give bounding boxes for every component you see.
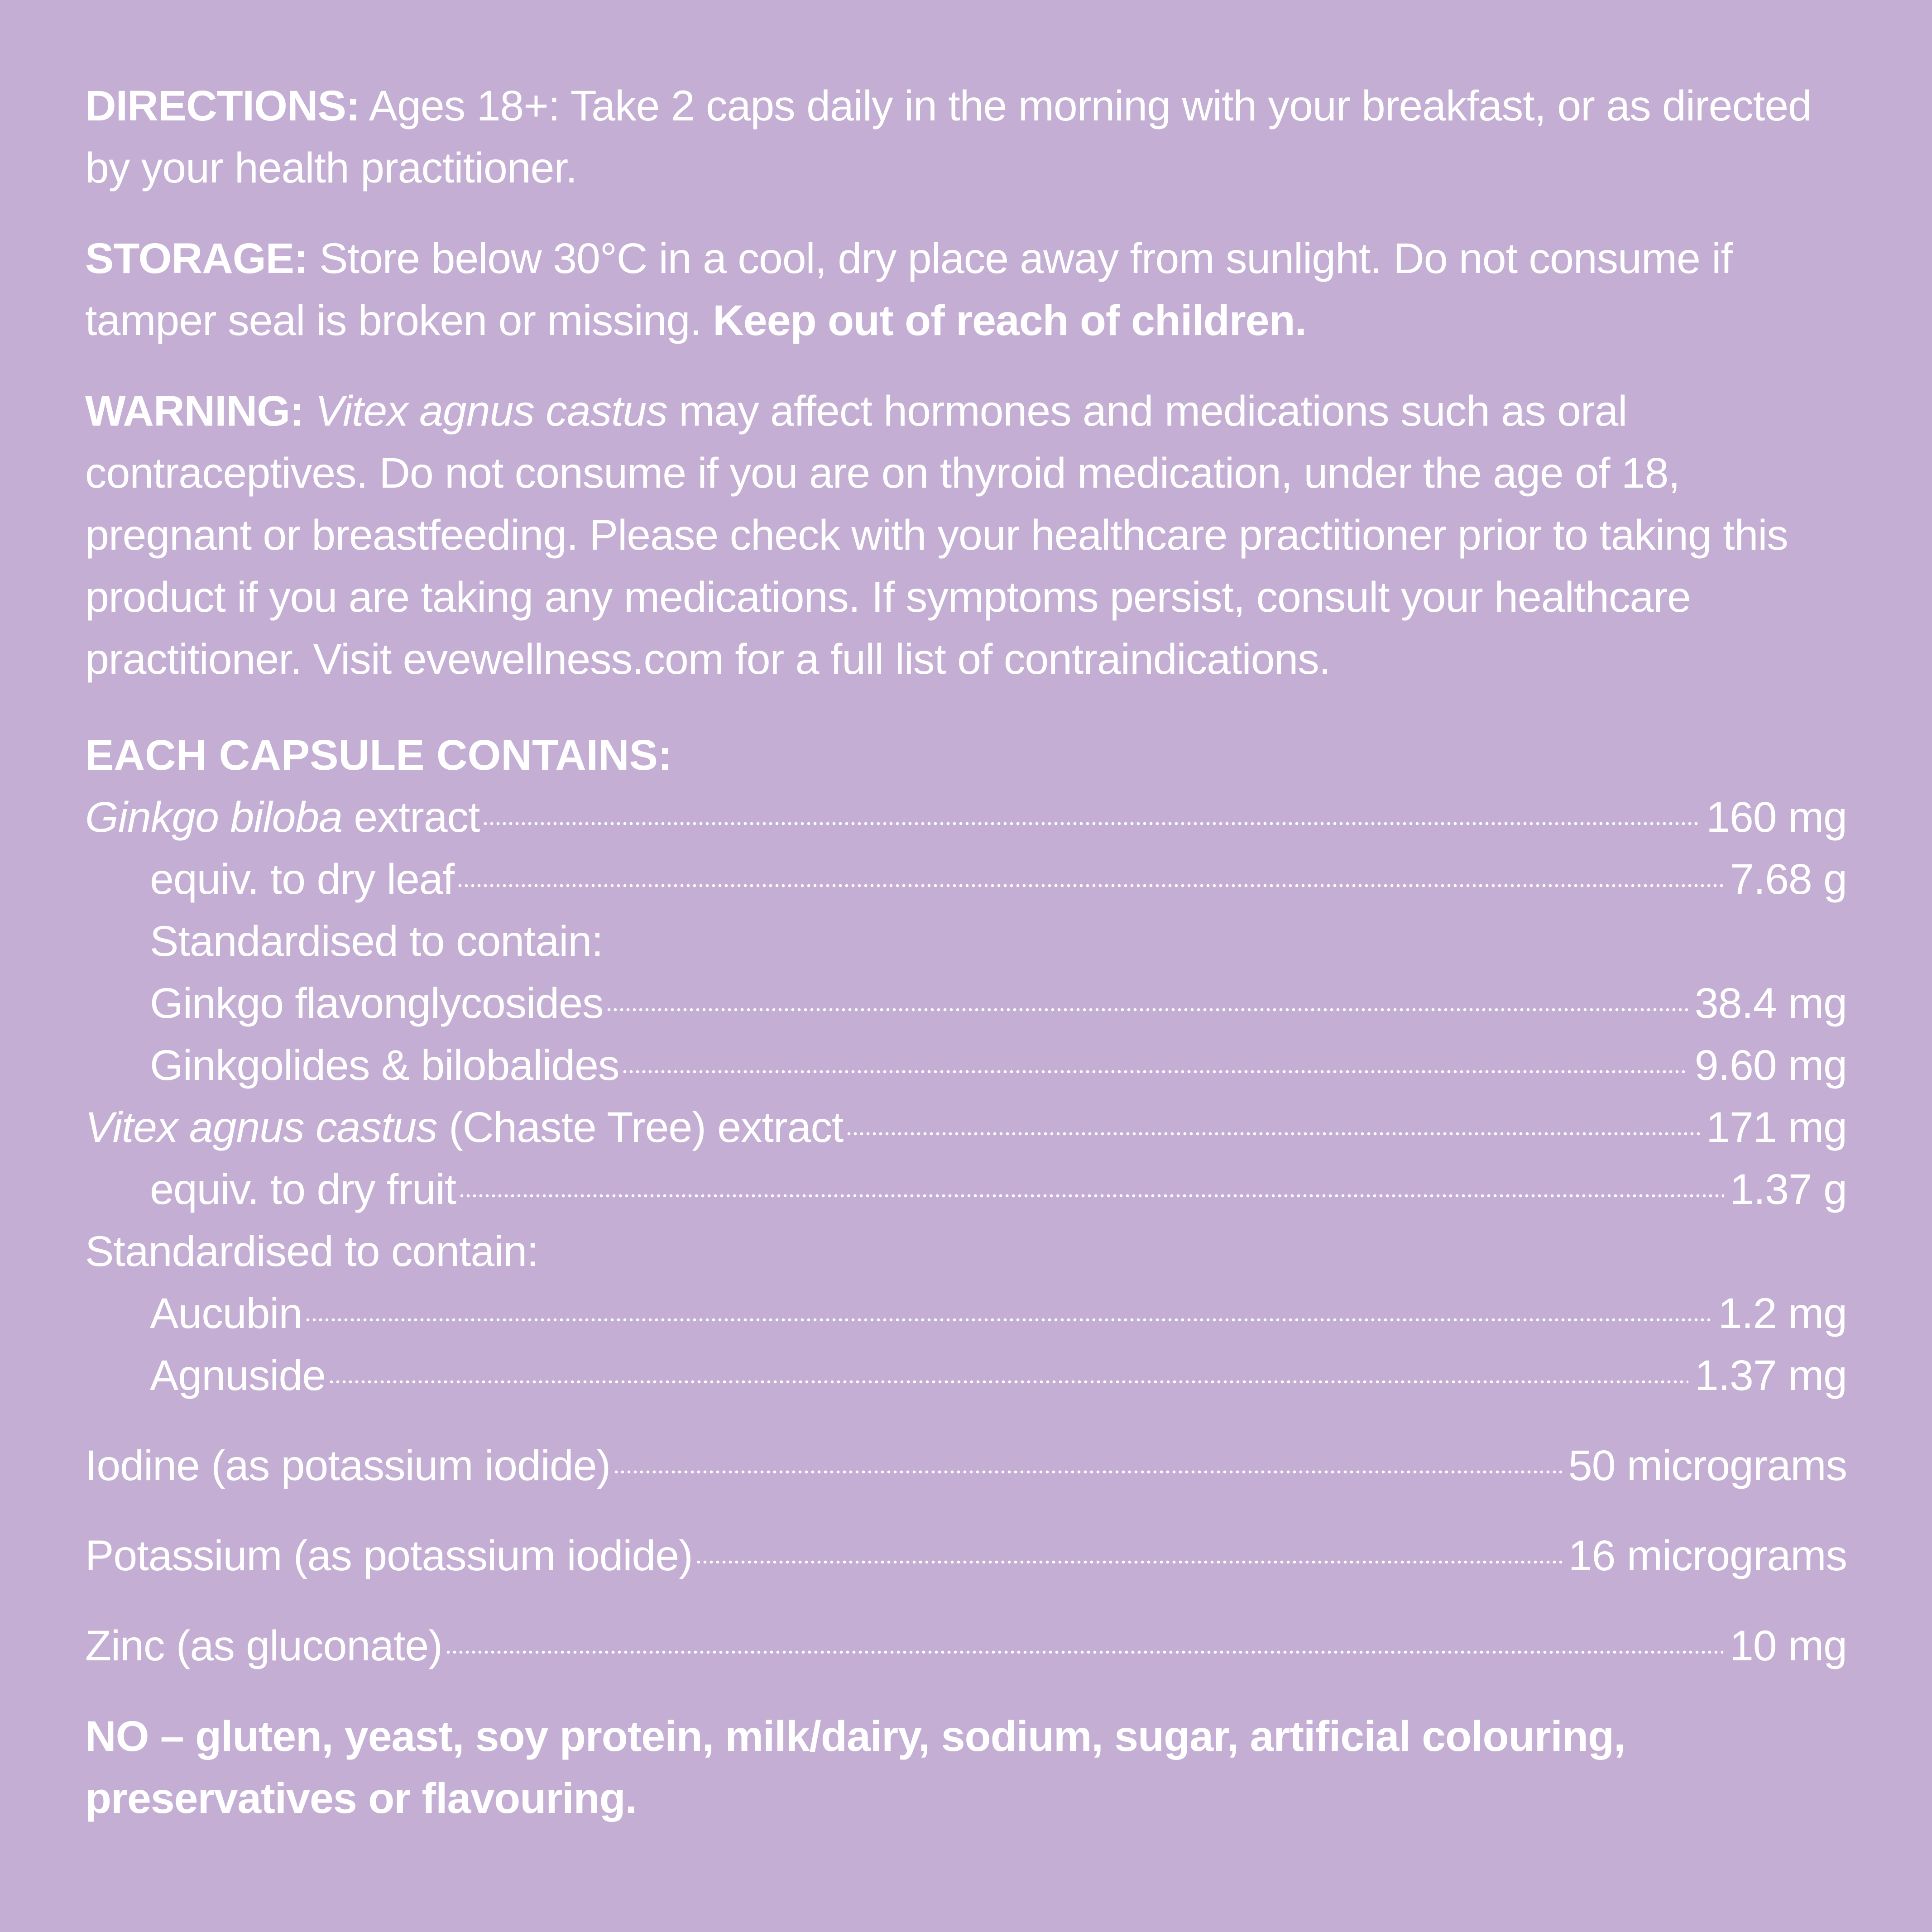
ingredient-amount: 1.37 mg <box>1694 1352 1847 1400</box>
ingredient-label <box>85 1097 843 1159</box>
warning-text: may affect hormones and medications such as oral contraceptives. Do not consume if you are on thyroid medication, under the age of 18, pregnant or breastfeeding. Please check with your healthcare practitioner prior to taking this product if you are taking any medications. If symptoms persist, consult your healthcare practitioner. Visit evewellness.com for a full list of contraindications. <box>85 387 1788 683</box>
ingredient-row <box>85 1159 1847 1221</box>
leader-dots <box>622 1037 1688 1080</box>
ingredient-amount: 10 mg <box>1729 1622 1847 1670</box>
leader-dots <box>459 1161 1724 1204</box>
ingredients-list <box>85 786 1847 1677</box>
leader-dots <box>445 1617 1723 1660</box>
ingredient-label-text: (Chaste Tree) extract <box>437 1103 844 1151</box>
ingredient-row <box>85 1525 1847 1587</box>
free-from-statement: NO – gluten, yeast, soy protein, milk/dairy, sodium, sugar, artificial colouring, preservatives or flavouring. <box>85 1712 1625 1822</box>
ingredient-label: Zinc (as gluconate) <box>85 1622 442 1670</box>
ingredient-label: equiv. to dry fruit <box>150 1165 456 1213</box>
ingredient-italic: Ginkgo biloba <box>85 793 342 841</box>
directions-text: Ages 18+: Take 2 caps daily in the morning with your breakfast, or as directed by your health practitioner. <box>85 82 1812 192</box>
ingredient-label: Ginkgolides & bilobalides <box>150 1041 619 1089</box>
warning-paragraph <box>85 380 1847 690</box>
leader-dots <box>613 1437 1562 1480</box>
ingredient-subheading <box>85 1221 1847 1283</box>
ingredient-row <box>85 1345 1847 1407</box>
ingredient-label: Agnuside <box>150 1352 326 1400</box>
ingredient-label: Standardised to contain: <box>150 917 603 965</box>
storage-label: STORAGE: <box>85 235 308 283</box>
ingredient-row <box>85 1615 1847 1677</box>
ingredient-amount: 38.4 mg <box>1694 979 1847 1027</box>
ingredient-amount: 16 micrograms <box>1568 1532 1847 1580</box>
directions-paragraph <box>85 75 1847 199</box>
leader-dots <box>606 975 1688 1018</box>
ingredient-subheading <box>85 911 1847 973</box>
leader-dots <box>482 789 1700 832</box>
ingredient-row <box>85 973 1847 1035</box>
ingredient-row <box>85 786 1847 849</box>
warning-label: WARNING: <box>85 387 304 435</box>
ingredient-label-text: extract <box>342 793 480 841</box>
contents-heading: EACH CAPSULE CONTAINS: <box>85 731 672 779</box>
ingredient-label <box>85 786 479 849</box>
ingredient-row <box>85 1283 1847 1345</box>
storage-emphasis: Keep out of reach of children. <box>713 297 1306 345</box>
leader-dots <box>695 1527 1562 1570</box>
ingredient-amount: 160 mg <box>1706 793 1847 841</box>
warning-italic: Vitex agnus castus <box>315 387 667 435</box>
ingredient-amount: 171 mg <box>1706 1103 1847 1151</box>
ingredient-label: equiv. to dry leaf <box>150 855 455 903</box>
ingredient-row <box>85 849 1847 911</box>
ingredient-amount: 1.2 mg <box>1718 1290 1847 1338</box>
storage-paragraph <box>85 228 1847 352</box>
ingredient-label: Ginkgo flavonglycosides <box>150 979 604 1027</box>
ingredient-amount: 9.60 mg <box>1694 1041 1847 1089</box>
ingredient-amount: 50 micrograms <box>1568 1442 1847 1490</box>
ingredient-amount: 1.37 g <box>1730 1165 1847 1213</box>
leader-dots <box>305 1285 1711 1328</box>
ingredient-label: Standardised to contain: <box>85 1227 538 1275</box>
ingredient-row <box>85 1035 1847 1097</box>
storage-text: Store below 30°C in a cool, dry place away from sunlight. Do not consume if tamper seal is broken or missing. <box>85 235 1732 345</box>
ingredient-label: Iodine (as potassium iodide) <box>85 1442 611 1490</box>
ingredient-label: Aucubin <box>150 1290 302 1338</box>
leader-dots <box>328 1347 1688 1390</box>
ingredient-row <box>85 1435 1847 1497</box>
leader-dots <box>846 1099 1700 1142</box>
directions-label: DIRECTIONS: <box>85 82 360 130</box>
ingredient-row <box>85 1097 1847 1159</box>
ingredient-amount: 7.68 g <box>1730 855 1847 903</box>
ingredient-label: Potassium (as potassium iodide) <box>85 1532 693 1580</box>
leader-dots <box>457 851 1724 894</box>
ingredient-italic: Vitex agnus castus <box>85 1103 437 1151</box>
